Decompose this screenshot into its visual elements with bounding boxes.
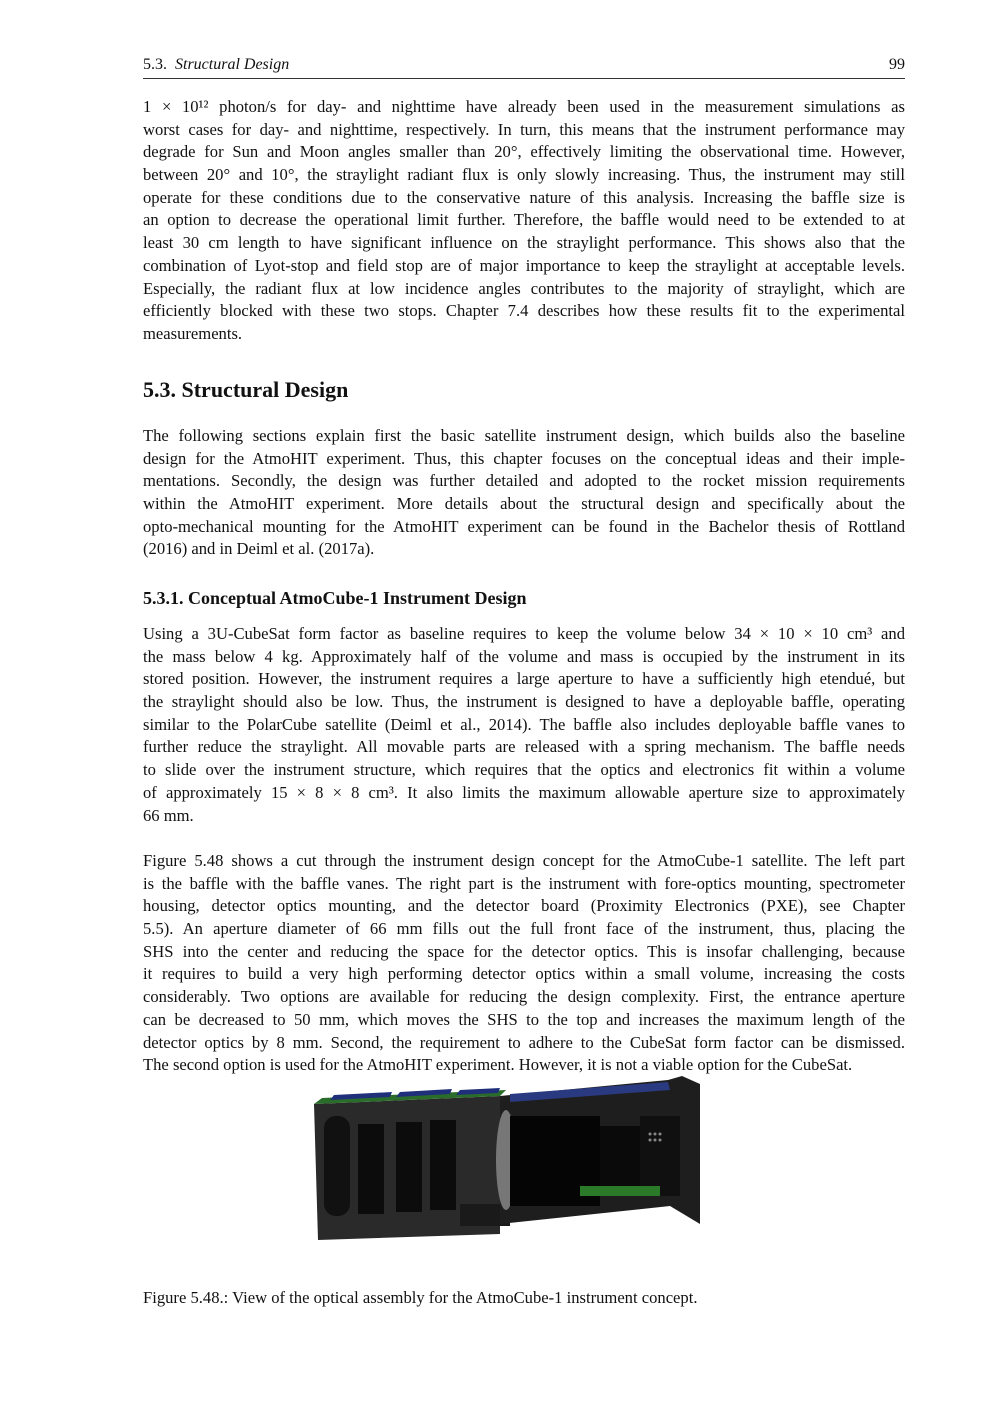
text-line: between 20° and 10°, the straylight radiant flux is only slowly increasing. Thus, the instrument may still [143, 165, 905, 185]
text-line: housing, detector optics mounting, and the detector board (Proximity Electronics (PXE), see Chapter [143, 896, 905, 916]
text-line: Especially, the radiant flux at low incidence angles contributes to the majority of straylight, which are [143, 278, 905, 298]
text-line: The second option is used for the AtmoHIT experiment. However, it is not a viable option for the CubeSat. [143, 1055, 853, 1075]
text-line: of approximately 15 × 8 × 8 cm³. It also limits the maximum allowable aperture size to approximately [143, 782, 905, 802]
header-section-number: 5.3. [143, 56, 167, 73]
text-line: an option to decrease the operational limit further. Therefore, the baffle would need to be extended to at [143, 210, 905, 230]
text-line: is the baffle with the baffle vanes. The right part is the instrument with fore-optics mounting, spectrometer [143, 873, 905, 893]
figure-caption: Figure 5.48.: View of the optical assembly for the AtmoCube-1 instrument concept. [143, 1288, 698, 1307]
text-line: mentations. Secondly, the design was further detailed and adopted to the rocket mission requirements [143, 471, 905, 491]
figure-optical-assembly [310, 1074, 710, 1250]
page-number: 99 [889, 56, 905, 73]
text-line: stored position. However, the instrument requires a large aperture to have a sufficiently high etendué, but [143, 669, 905, 689]
text-line: (2016) and in Deiml et al. (2017a). [143, 539, 375, 559]
text-line: measurements. [143, 323, 243, 343]
text-line: Figure 5.48 shows a cut through the instrument design concept for the AtmoCube-1 satellite. The left part [143, 851, 905, 870]
header-section-title: Structural Design [175, 56, 290, 73]
text-line: opto-mechanical mounting for the AtmoHIT experiment can be found in the Bachelor thesis of Rottland [143, 516, 905, 536]
text-line: to slide over the instrument structure, which requires that the optics and electronics fit within a volume [143, 760, 905, 780]
text-line: the mass below 4 kg. Approximately half of the volume and mass is occupied by the instrument in its [143, 646, 905, 666]
text-line: 66 mm. [143, 805, 194, 825]
paragraph-straylight [143, 96, 905, 346]
text-line: it requires to build a very high performing detector optics within a small volume, increasing the costs [143, 964, 905, 984]
text-line: operate for these conditions due to the conservative nature of this analysis. Increasing the baffle size is [143, 187, 905, 207]
text-line: 5.5). An aperture diameter of 66 mm fills out the full front face of the instrument, thus, placing the [143, 919, 905, 939]
text-line: design for the AtmoHIT experiment. Thus, this chapter focuses on the conceptual ideas and their imple- [143, 448, 905, 468]
paragraph-cubesat-form-factor [143, 623, 905, 827]
text-line: can be decreased to 50 mm, which moves the SHS to the top and increases the maximum length of the [143, 1009, 905, 1029]
text-line: The following sections explain first the basic satellite instrument design, which builds also the baseline [143, 426, 905, 445]
text-line: further reduce the straylight. All movable parts are released with a spring mechanism. The baffle needs [143, 737, 905, 757]
text-line: within the AtmoHIT experiment. More details about the structural design and specifically about the [143, 494, 905, 514]
text-line: the straylight should also be low. Thus, the instrument is designed to have a deployable baffle, operating [143, 692, 905, 712]
text-line: considerably. Two options are available for reducing the design complexity. First, the entrance aperture [143, 987, 905, 1007]
subsection-heading: 5.3.1. Conceptual AtmoCube-1 Instrument Design [143, 588, 527, 608]
text-line: similar to the PolarCube satellite (Deiml et al., 2014). The baffle also includes deployable baffle vanes to [143, 714, 905, 734]
paragraph-intro [143, 425, 905, 561]
text-line: worst cases for day- and nighttime, respectively. In turn, this means that the instrument performance may [143, 119, 905, 139]
text-line: degrade for Sun and Moon angles smaller than 20°, effectively limiting the observational time. However, [143, 142, 905, 162]
text-line: efficiently blocked with these two stops. Chapter 7.4 describes how these results fit to the experimental [143, 301, 905, 321]
text-line: combination of Lyot-stop and field stop are of major importance to keep the straylight at acceptable levels. [143, 255, 905, 275]
paragraph-design-concept [143, 850, 905, 1077]
text-line: detector optics by 8 mm. Second, the requirement to adhere to the CubeSat form factor can be dismissed. [143, 1032, 905, 1052]
text-line: least 30 cm length to have significant influence on the straylight performance. This shows also that the [143, 233, 905, 253]
text-line: 1 × 10¹² photon/s for day- and nighttime have already been used in the measurement simulations as [143, 97, 905, 116]
text-line: SHS into the center and reducing the space for the detector optics. This is insofar challenging, because [143, 941, 905, 961]
atmocube-render-image [310, 1074, 710, 1250]
section-heading: 5.3. Structural Design [143, 377, 349, 402]
running-header [143, 56, 905, 79]
text-line: Using a 3U-CubeSat form factor as baseline requires to keep the volume below 34 × 10 × 10 cm³ and [143, 624, 905, 643]
